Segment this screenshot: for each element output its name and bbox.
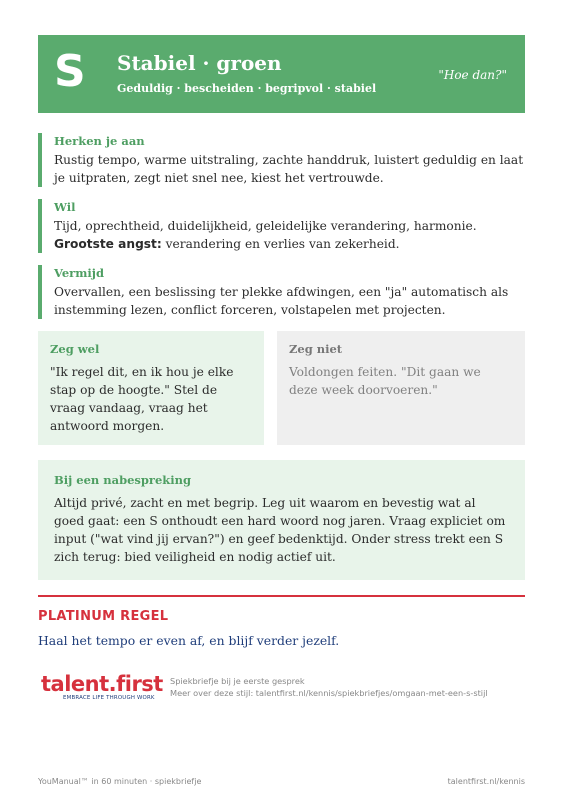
footer-link[interactable]: talentfirst.nl/kennis — [447, 777, 525, 786]
section-wil-label: Wil — [54, 200, 76, 214]
zeg-wel-text: "Ik regel dit, en ik hou je elke stap op de hoogte." Stel de vraag vandaag, vraag het antwoord morgen. — [50, 365, 234, 433]
wil-text-before: Tijd, oprechtheid, duidelijkheid, geleidelijke verandering, harmonie. — [54, 219, 477, 233]
section-wil — [38, 199, 525, 253]
nabespreking-text: Altijd privé, zacht en met begrip. Leg uit waarom en bevestig wat al goed gaat: een S onthoudt een hard woord nog jaren. Vraag expliciet om input ("wat vind jij ervan?") en geef bedenktijd. Onder stress trekt een S zich terug: bied veiligheid en nodig actief uit. — [54, 496, 506, 564]
section-herken — [38, 133, 525, 187]
header-banner — [38, 35, 525, 113]
logo-tagline: EMBRACE LIFE THROUGH WORK — [63, 695, 155, 701]
logo-wordmark: talent.first — [41, 672, 163, 696]
wil-bold-text: Grootste angst: — [54, 237, 162, 251]
nabespreking-label: Bij een nabespreking — [54, 473, 192, 487]
zeg-wel-label: Zeg wel — [50, 342, 100, 356]
footer-left: YouManual™ in 60 minuten · spiekbriefje — [38, 777, 202, 786]
wil-text-after: verandering en verlies van zekerheid. — [161, 237, 400, 251]
page-subtitle: Geduldig · bescheiden · begripvol · stabiel — [117, 82, 377, 95]
section-vermijd — [38, 265, 525, 319]
section-wil-text — [54, 217, 525, 253]
divider — [38, 595, 525, 597]
nabespreking-box — [38, 460, 525, 580]
section-vermijd-label: Vermijd — [54, 266, 104, 280]
meta-line-1: Spiekbriefje bij je eerste gesprek — [170, 676, 305, 686]
page-title: Stabiel · groen — [117, 51, 282, 75]
platinum-title: PLATINUM REGEL — [38, 609, 169, 624]
section-herken-label: Herken je aan — [54, 134, 145, 148]
platinum-text: Haal het tempo er even af, en blijf verder jezelf. — [38, 633, 340, 648]
zeg-niet-text: Voldongen feiten. "Dit gaan we deze week doorvoeren." — [289, 365, 481, 397]
talentfirst-logo — [41, 672, 163, 708]
zeg-niet-label: Zeg niet — [289, 342, 343, 356]
section-vermijd-text: Overvallen, een beslissing ter plekke afdwingen, een "ja" automatisch als instemming lezen, conflict forceren, volstapelen met projecten. — [54, 285, 509, 317]
meta-line-2[interactable]: Meer over deze stijl: talentfirst.nl/kennis/spiekbriefjes/omgaan-met-een-s-stijl — [170, 688, 488, 698]
style-letter: S — [54, 46, 86, 97]
section-herken-text: Rustig tempo, warme uitstraling, zachte handdruk, luistert geduldig en laat je uitpraten, zegt niet snel nee, kiest het vertrouwde. — [54, 153, 524, 185]
zeg-wel-box — [38, 331, 264, 445]
zeg-niet-box — [277, 331, 525, 445]
logo-meta — [170, 675, 488, 699]
header-quote: "Hoe dan?" — [438, 68, 507, 82]
